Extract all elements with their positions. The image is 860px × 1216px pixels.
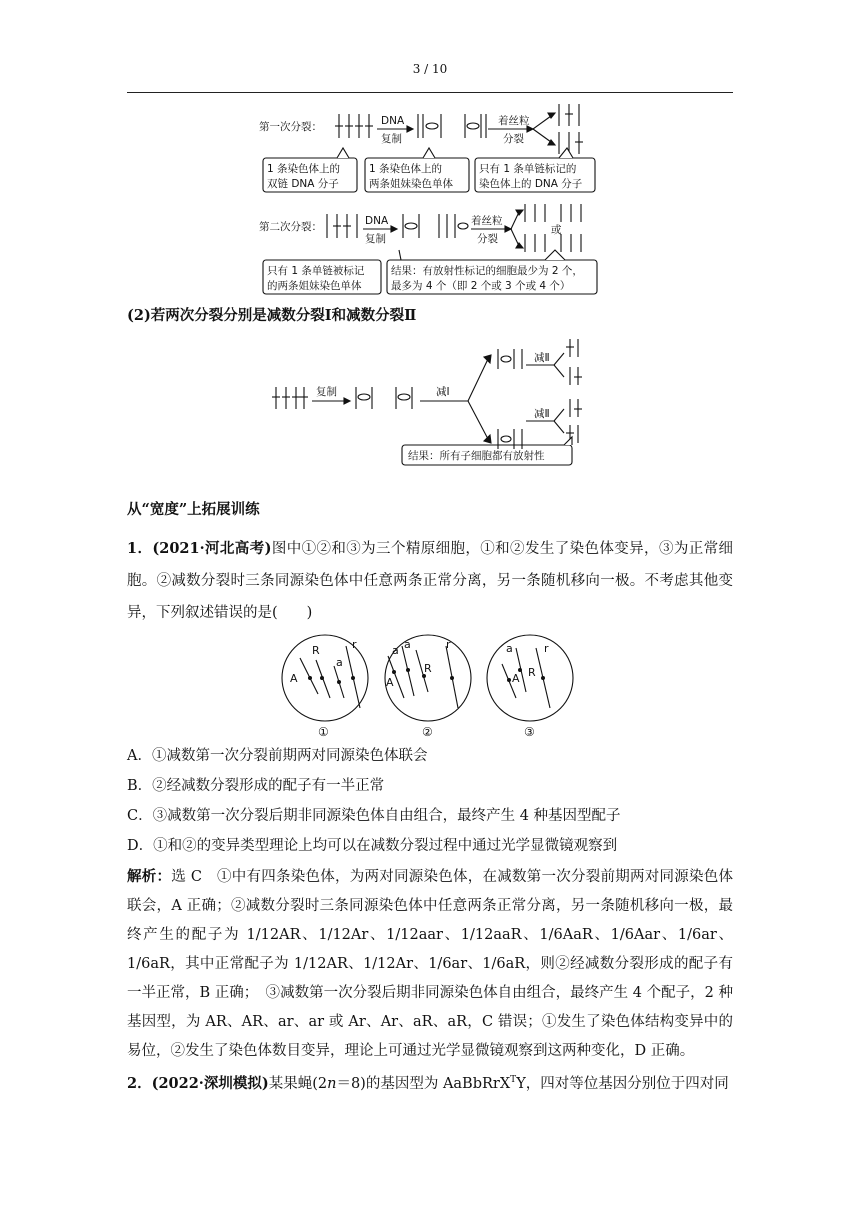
meiosis1-label: 减Ⅰ [436,386,450,398]
box-c-line2: 染色体上的 DNA 分子 [479,178,583,190]
q2-superscript: T [510,1075,517,1085]
option-c: C．③减数第一次分裂后期非同源染色体自由组合，最终产生 4 种基因型配子 [127,808,621,824]
question-2-source: 2．(2022·深圳模拟) [127,1074,269,1092]
replicate-label-2: 复制 [365,233,386,245]
svg-text:R: R [312,644,320,657]
svg-text:r: r [352,638,357,651]
box-b-line1: 1 条染色体上的 [369,163,443,175]
box-d-line1: 只有 1 条单链被标记 [267,265,365,277]
replicate-label-3: 复制 [316,386,337,398]
svg-text:a: a [506,642,513,655]
dna-label: DNA [381,115,405,127]
question-1-text: 图中①②和③为三个精原细胞，①和②发生了染色体变异，③为正常细胞。②减数分裂时三条同源染色体中任意两条正常分离，另一条随机移向一极。不考虑其他变异，下列叙述错误的是( ) [127,541,733,621]
svg-text:A: A [512,672,520,685]
svg-text:a: a [404,638,411,651]
svg-text:a: a [336,656,343,669]
meiosis-result: 结果：所有子细胞都有放射性 [408,450,545,462]
meiosis-diagram [272,333,592,467]
split-label-2: 分裂 [477,233,498,245]
question-1-analysis [127,862,733,1066]
option-d: D．①和②的变异类型理论上均可以在减数分裂过程中通过光学显微镜观察到 [127,838,618,854]
q2-text-3: Y，四对等位基因分别位于四对同 [516,1075,729,1092]
svg-text:R: R [424,662,432,675]
box-d-line2: 的两条姐妹染色单体 [267,280,362,292]
box-e-line1: 结果：有放射性标记的细胞最少为 2 个， [391,265,583,277]
cell-label-1: ① [318,725,329,739]
cell-label-3: ③ [524,725,535,739]
q2-text-2: ＝8)的基因型为 AaBbRrX [336,1075,511,1092]
training-title: 从“宽度”上拓展训练 [127,501,260,518]
meiosis2-label-top: 减Ⅱ [534,352,550,364]
analysis-text: 选 C ①中有四条染色体，为两对同源染色体，在减数第一次分裂前期两对同源染色体联会，A 正确；②减数分裂时三条同源染色体中任意两条正常分离，另一条随机移向一极，最终产生的配子为 1/12AR、1/12Ar、1/12aar、1/12aaR、1/6AaR、1/6Aar、1/6ar、1/6aR，其中正常配子为 1/12AR、1/12Ar、1/6ar、1/6aR，则②经减数分裂形成的配子有一半正常，B 正确； ③减数第一次分裂后期非同源染色体自由组合，最终产生 4 个配子，2 种基因型，为 AR、AR、ar、ar 或 Ar、Ar、aR、aR，C 错误；①发生了染色体结构变异中的易位，②发生了染色体数目变异，理论上可通过光学显微镜观察到这两种变化，D 正确。 [127,869,734,1059]
svg-text:r: r [544,642,549,655]
svg-text:A: A [290,672,298,685]
q2-italic-n: n [327,1075,337,1092]
section2-title: (2)若两次分裂分别是减数分裂Ⅰ和减数分裂Ⅱ [127,307,417,324]
svg-text:a: a [392,644,399,657]
header-rule [127,92,733,93]
box-b-line2: 两条姐妹染色单体 [369,178,453,190]
box-c-line1: 只有 1 条单链标记的 [479,163,577,175]
option-a: A．①减数第一次分裂前期两对同源染色体联会 [127,748,428,764]
box-a-line1: 1 条染色体上的 [267,163,341,175]
replicate-label: 复制 [381,133,402,145]
svg-text:R: R [528,666,536,679]
or-label: 或 [551,224,562,236]
split-label: 分裂 [503,133,524,145]
analysis-label: 解析： [127,868,172,885]
question-1-source: 1．(2021·河北高考) [127,540,272,557]
svg-text:A: A [386,676,394,689]
svg-text:r: r [446,638,451,651]
question-1-stem [127,533,733,629]
page-number: 3 / 10 [412,62,448,76]
box-e-line2: 最多为 4 个（即 2 个或 3 个或 4 个） [391,280,571,292]
centromere-label: 着丝粒 [498,115,530,127]
option-b: B．②经减数分裂形成的配子有一半正常 [127,778,385,794]
box-a-line2: 双链 DNA 分子 [267,178,339,190]
question-2-stem [127,1070,733,1094]
second-division-label: 第二次分裂： [259,221,322,233]
meiosis2-label-bottom: 减Ⅱ [534,408,550,420]
centromere-label-2: 着丝粒 [471,215,503,227]
q2-text-1: 某果蝇(2 [268,1075,328,1092]
cell-label-2: ② [422,725,433,739]
dna-label-2: DNA [365,215,389,227]
spermatogonia-figure [280,632,580,740]
first-division-label: 第一次分裂： [259,121,322,133]
replication-division-diagram [255,100,615,300]
